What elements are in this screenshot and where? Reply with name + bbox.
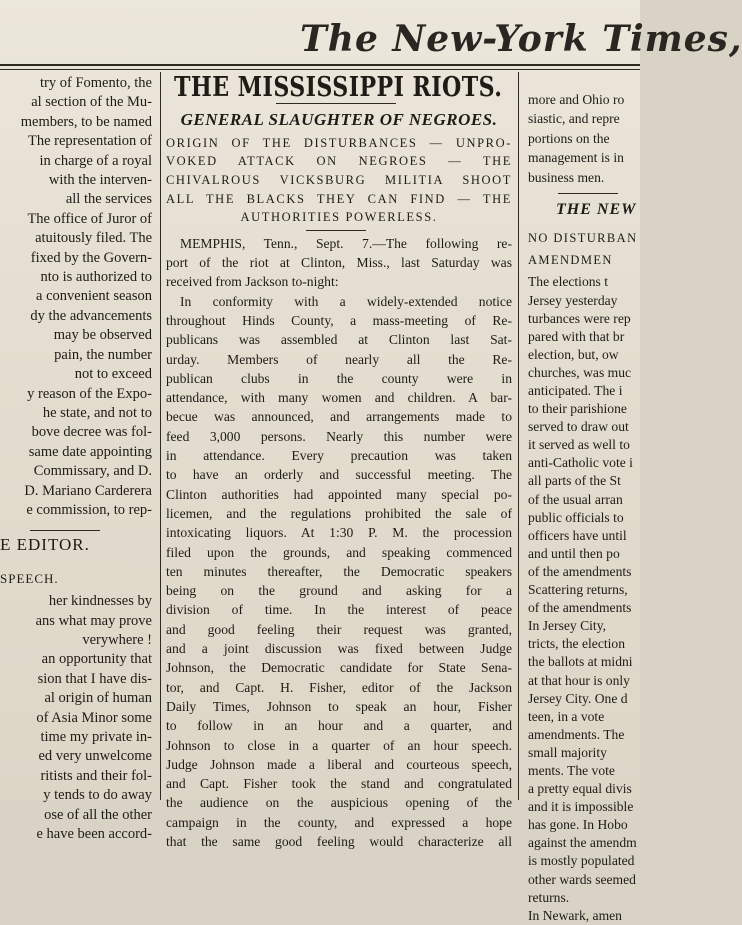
text-line: pain, the number: [54, 346, 152, 363]
text-line: fixed by the Govern-: [30, 249, 152, 266]
text-line: anticipated. The i: [528, 383, 623, 398]
text-line: becue was announced, and arrangements made to: [166, 409, 512, 425]
text-line: Judge Johnson made a liberal and courteous speech,: [166, 756, 512, 772]
text-line: ments. The vote: [528, 762, 615, 778]
text-line: NO DISTURBAN: [528, 231, 638, 246]
text-line: ans what may prove: [35, 612, 152, 629]
text-line: is mostly populated: [528, 853, 635, 869]
text-line: same date appointing: [28, 443, 152, 460]
center-column: [166, 72, 512, 849]
headline-rule: [276, 103, 396, 104]
text-line: portions on the: [528, 130, 610, 146]
right-article-body: [528, 273, 640, 924]
text-line: The representation of: [27, 133, 152, 150]
text-line: turbances were rep: [528, 310, 631, 326]
text-line: may be observed: [53, 327, 152, 344]
text-line: ORIGIN OF THE DISTURBANCES — UNPRO-: [166, 135, 512, 150]
left-column: [0, 74, 152, 843]
text-line: nto is authorized to: [40, 269, 152, 286]
text-line: Scattering returns,: [528, 582, 628, 598]
text-line: Jersey City. One d: [528, 690, 628, 706]
text-line: that the same good feeling would characterize all: [166, 833, 512, 849]
masthead-rule-thin: [0, 69, 640, 70]
article-deck: [166, 134, 512, 227]
text-line: MEMPHIS, Tenn., Sept. 7.—The following re-: [180, 235, 512, 251]
text-line: and until then po: [528, 545, 620, 561]
text-line: all the services: [65, 191, 152, 208]
text-line: In Newark, amen: [528, 907, 622, 923]
text-line: The elections t: [528, 274, 609, 290]
article-body: [166, 234, 512, 852]
text-line: members, to be named: [20, 113, 152, 130]
text-line: the ballots at midni: [528, 654, 633, 670]
text-line: returns.: [528, 889, 570, 905]
text-line: the audience on the auspicious opening of the: [166, 795, 512, 811]
text-line: licemen, and the regulations prohibited the sale of: [166, 505, 512, 521]
text-line: all parts of the St: [528, 473, 621, 489]
text-line: a pretty equal divis: [528, 781, 632, 797]
text-line: tor, and Capt. H. Fisher, editor of the Jackson: [166, 679, 512, 695]
text-line: AUTHORITIES POWERLESS.: [240, 210, 438, 225]
text-line: publican clubs in the county were in: [166, 370, 512, 386]
text-line: being on the ground and asking for a: [166, 583, 512, 599]
right-column: [528, 90, 640, 923]
text-line: an opportunity that: [41, 651, 152, 668]
text-line: al section of the Mu-: [31, 94, 152, 111]
text-line: to have an orderly and successful meeting. The: [166, 467, 512, 483]
column-rule-left: [160, 72, 161, 800]
text-line: dy the advancements: [30, 307, 152, 324]
text-line: ten minutes thereafter, the Democratic speakers: [166, 563, 512, 579]
text-line: pared with that br: [528, 328, 625, 344]
text-line: management is in: [528, 150, 624, 166]
text-line: e have been accord-: [36, 826, 152, 843]
text-line: more and Ohio ro: [528, 92, 625, 107]
text-line: small majority: [528, 744, 607, 760]
right-article-subhead: [528, 227, 640, 271]
text-line: of the usual arran: [528, 491, 623, 507]
deck-rule: [306, 230, 366, 231]
left-column-upper: [0, 74, 152, 520]
text-line: y reason of the Expo-: [27, 385, 152, 402]
text-line: Johnson to close in a quarter of an hour speech.: [166, 737, 512, 753]
text-line: in attendance. Every precaution was taken: [166, 448, 512, 464]
text-line: and a joint discussion was fixed between Judge: [166, 641, 512, 657]
text-line: Jersey yesterday: [528, 292, 618, 308]
text-line: division of time. In the interest of peace: [166, 602, 512, 618]
text-line: The office of Juror of: [27, 210, 152, 227]
text-line: received from Jackson to-night:: [166, 274, 339, 290]
text-line: urday. Members of nearly all the Re-: [166, 351, 512, 367]
text-line: intoxicating liquors. At 1:30 P. M. the procession: [166, 525, 512, 541]
text-line: tricts, the election: [528, 636, 626, 652]
right-article-heading: THE NEW: [556, 201, 637, 219]
text-line: with the interven-: [48, 172, 152, 189]
text-line: to follow in an hour and a quarter, and: [166, 718, 512, 734]
text-line: officers have until: [528, 527, 627, 543]
text-line: In Jersey City,: [528, 618, 607, 634]
text-line: public officials to: [528, 509, 624, 525]
text-line: bove decree was fol-: [31, 424, 152, 441]
text-line: Commissary, and D.: [33, 463, 152, 480]
text-line: sion that I have dis-: [37, 670, 152, 687]
column-rule-right: [518, 72, 519, 800]
text-line: al origin of human: [44, 690, 152, 707]
text-line: Johnson, the Democratic candidate for State Sena-: [166, 660, 512, 676]
text-line: business men.: [528, 169, 605, 185]
text-line: Clinton authorities had appointed many special po-: [166, 486, 512, 502]
text-line: and good feeling their request was granted,: [166, 621, 512, 637]
masthead: The New-York Times,: [300, 18, 742, 60]
text-line: In conformity with a widely-extended notice: [180, 293, 512, 309]
text-line: and Capt. Fisher took the stand and congratulated: [166, 776, 512, 792]
left-editor-heading: E EDITOR.: [0, 535, 90, 555]
text-line: against the amendm: [528, 835, 637, 851]
right-separator-rule: [558, 193, 618, 194]
left-speech-heading: SPEECH.: [0, 570, 59, 586]
text-line: D. Mariano Carderera: [24, 482, 152, 499]
text-line: ose of all the other: [44, 806, 152, 823]
text-line: of the amendments: [528, 600, 632, 616]
text-line: and it is impossible: [528, 799, 634, 815]
text-line: time my private in-: [40, 729, 152, 745]
text-line: not to exceed: [74, 366, 152, 383]
article-headline: THE MISSISSIPPI RIOTS.: [174, 72, 503, 103]
text-line: AMENDMEN: [528, 253, 613, 268]
text-line: try of Fomento, the: [40, 75, 152, 91]
left-separator-rule: [30, 530, 100, 531]
text-line: of the amendments: [528, 563, 632, 579]
text-line: y tends to do away: [43, 787, 152, 804]
text-line: atuitously filed. The: [35, 230, 152, 247]
right-column-upper: [528, 90, 640, 187]
text-line: anti-Catholic vote i: [528, 455, 633, 471]
text-line: her kindnesses by: [48, 593, 152, 610]
text-line: Daily Times, Johnson to speak an hour, Fisher: [166, 698, 512, 714]
text-line: e commission, to rep-: [26, 501, 152, 518]
text-line: of Asia Minor some: [36, 709, 152, 726]
text-line: verywhere !: [82, 631, 152, 648]
text-line: he state, and not to: [42, 404, 152, 421]
text-line: feed 3,000 persons. Nearly this number were: [166, 428, 512, 444]
text-line: other wards seemed: [528, 871, 636, 887]
text-line: has gone. In Hobo: [528, 817, 628, 833]
text-line: amendments. The: [528, 726, 625, 742]
text-line: attendance, with many women and children. A bar-: [166, 390, 512, 406]
text-line: port of the riot at Clinton, Miss., last Saturday was: [166, 255, 512, 271]
text-line: ritists and their fol-: [40, 767, 152, 784]
text-line: teen, in a vote: [528, 708, 605, 724]
text-line: VOKED ATTACK ON NEGROES — THE: [166, 154, 512, 169]
text-line: filed upon the grounds, and speaking commenced: [166, 544, 512, 560]
text-line: ALL THE BLACKS THEY CAN FIND — THE: [166, 191, 512, 206]
text-line: at that hour is only: [528, 672, 630, 688]
text-line: it served as well to: [528, 437, 630, 453]
left-column-lower: [0, 592, 152, 844]
masthead-rule: [0, 64, 640, 66]
text-line: siastic, and repre: [528, 111, 620, 127]
text-line: publicans was assembled at Clinton last Sat-: [166, 332, 512, 348]
text-line: ed very unwelcome: [38, 748, 152, 765]
text-line: to their parishione: [528, 401, 627, 417]
text-line: throughout Hinds County, a mass-meeting of Re-: [166, 312, 512, 328]
article-subhead: GENERAL SLAUGHTER OF NEGROES.: [180, 110, 498, 130]
text-line: campaign in the county, and expressed a hope: [166, 814, 512, 830]
text-line: CHIVALROUS VICKSBURG MILITIA SHOOT: [166, 173, 512, 187]
text-line: in charge of a royal: [39, 152, 152, 169]
text-line: election, but, ow: [528, 346, 619, 362]
text-line: a convenient season: [36, 288, 152, 305]
text-line: churches, was muc: [528, 364, 632, 380]
text-line: served to draw out: [528, 419, 629, 435]
